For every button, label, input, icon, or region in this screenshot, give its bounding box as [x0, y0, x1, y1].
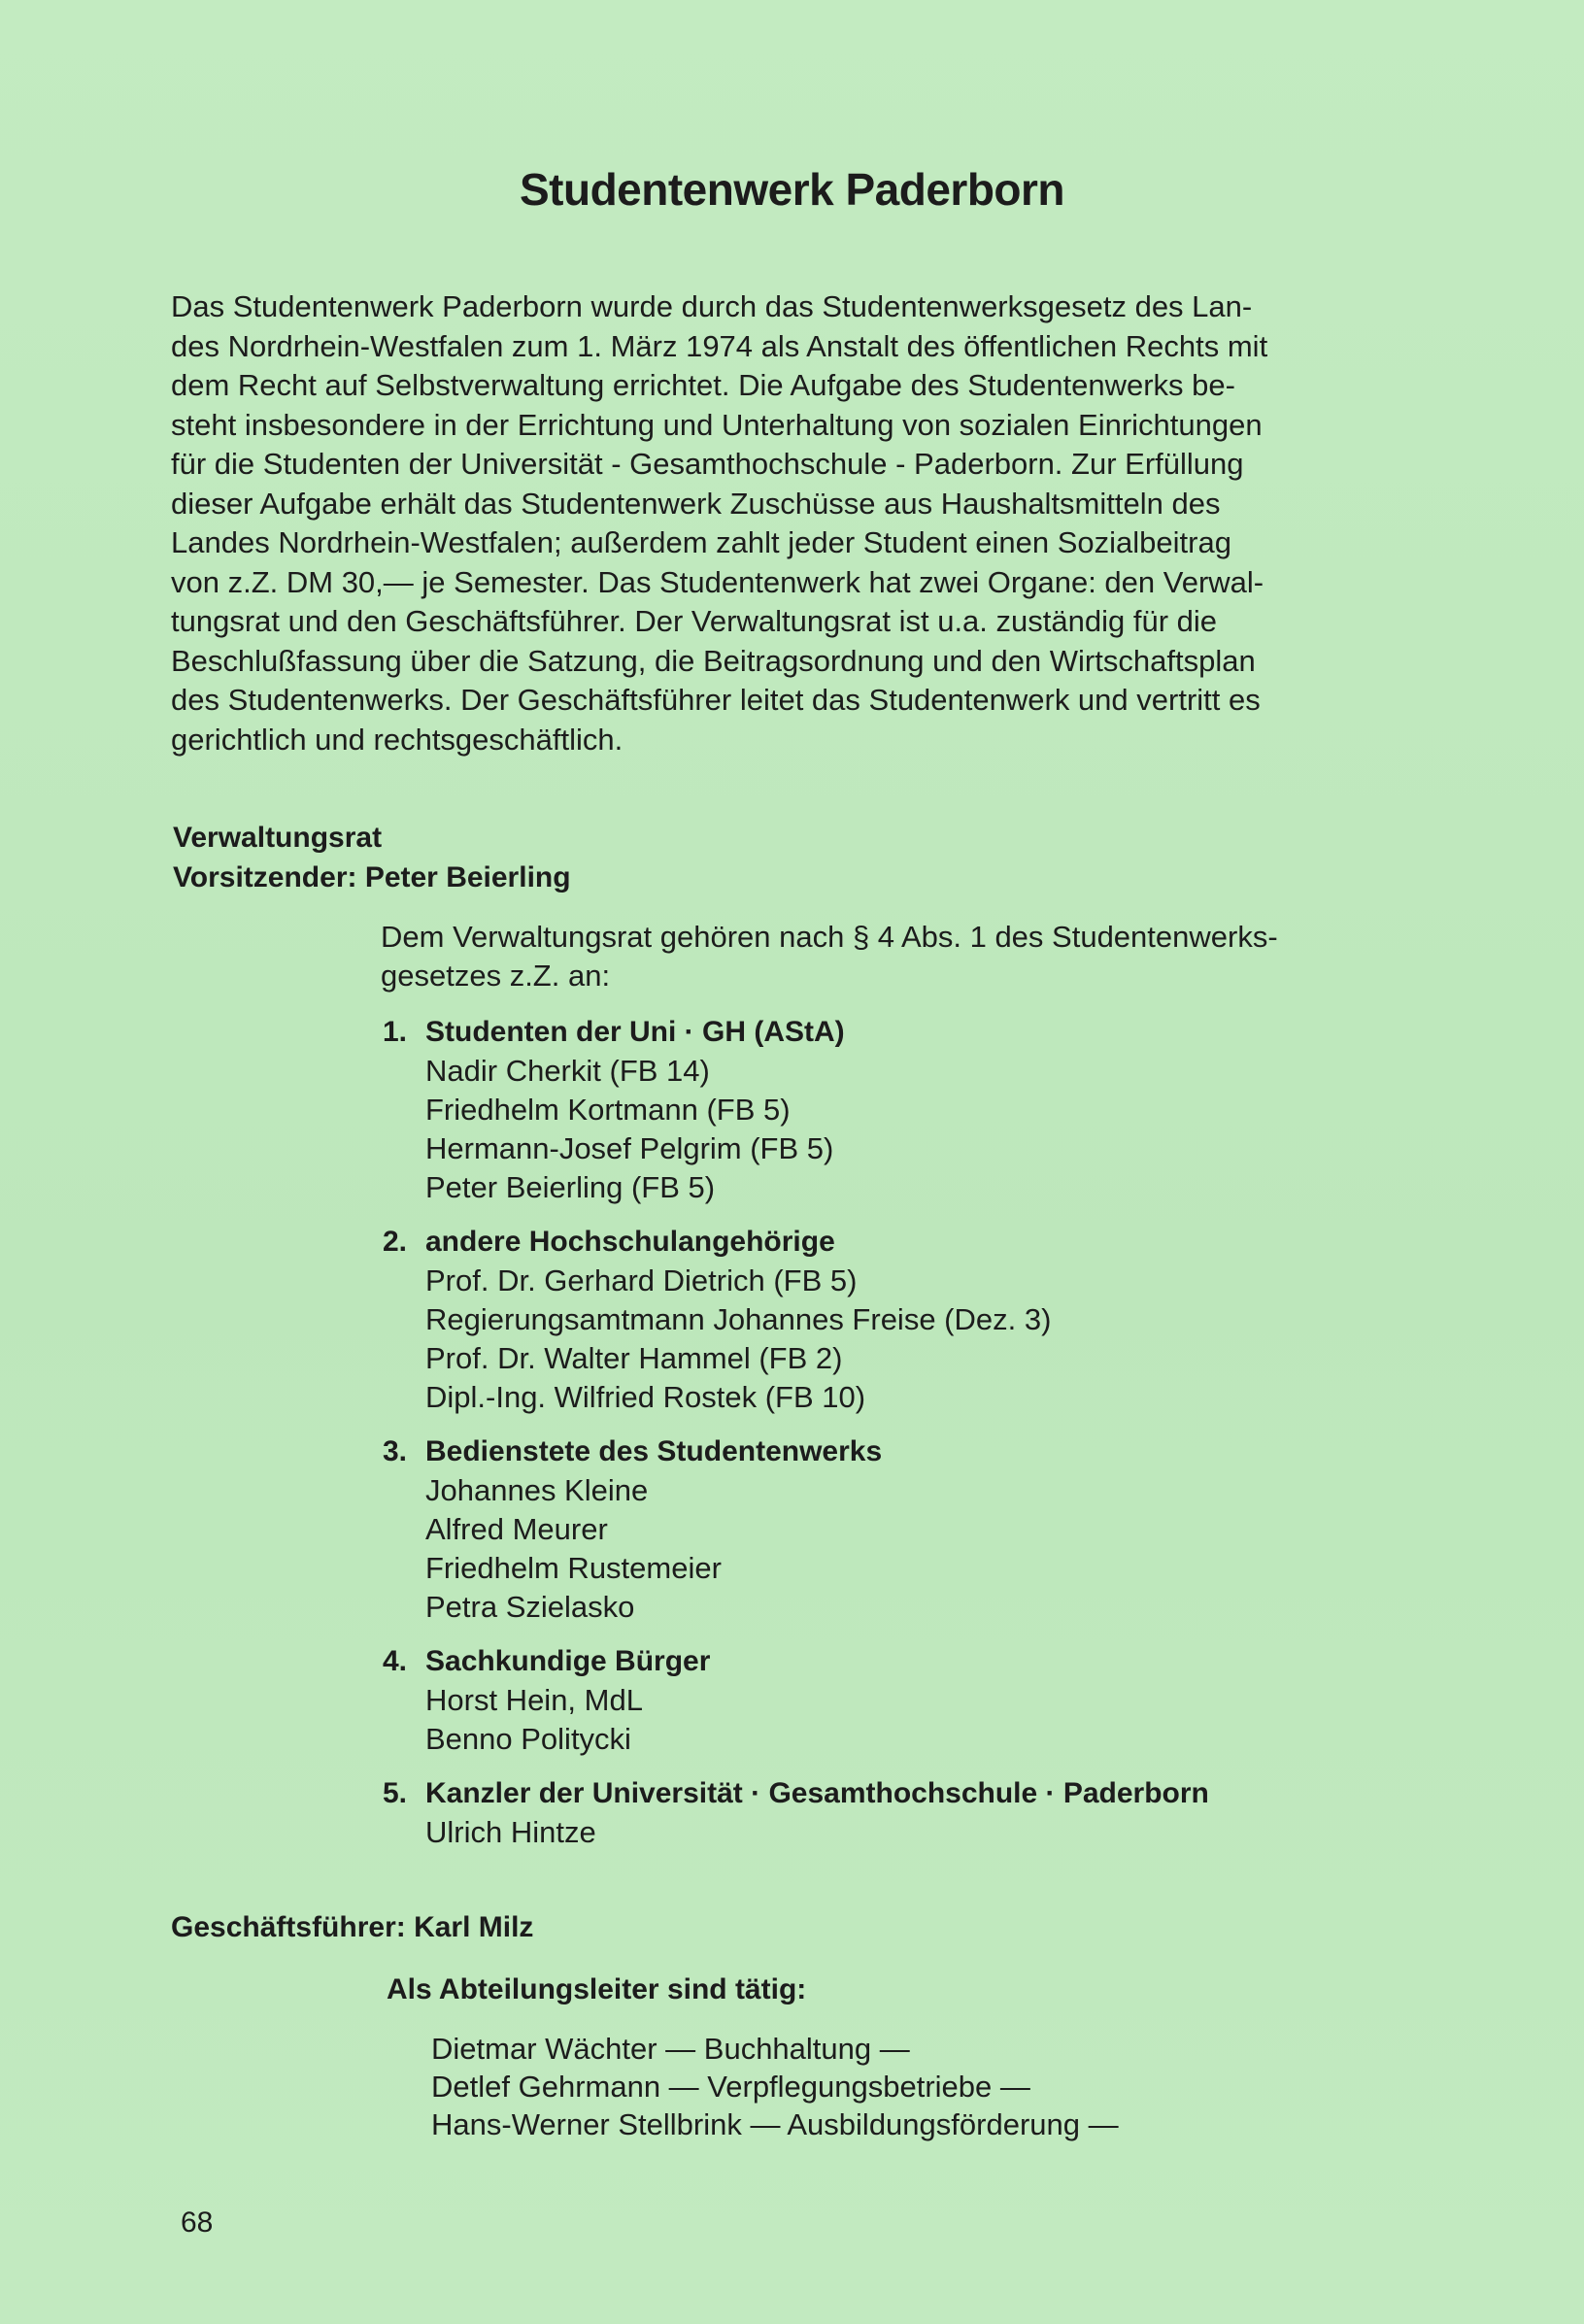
group-member: Friedhelm Rustemeier	[425, 1551, 722, 1585]
group-member: Nadir Cherkit (FB 14)	[425, 1054, 710, 1088]
group-title: Kanzler der Universität · Gesamthochschule · Paderborn	[425, 1777, 1209, 1809]
group-member: Petra Szielasko	[425, 1590, 635, 1624]
group-heading	[383, 1642, 1209, 1681]
council-intro-line: gesetzes z.Z. an:	[381, 959, 611, 993]
group-member: Alfred Meurer	[425, 1512, 608, 1546]
group-member: Friedhelm Kortmann (FB 5)	[425, 1093, 791, 1127]
intro-line: Beschlußfassung über die Satzung, die Beitragsordnung und den Wirtschaftsplan	[171, 643, 1256, 678]
group-member: Dipl.-Ing. Wilfried Rostek (FB 10)	[425, 1380, 866, 1414]
group-title: Sachkundige Bürger	[425, 1645, 711, 1677]
group-member: Benno Politycki	[425, 1722, 631, 1756]
group-number: 2.	[383, 1226, 408, 1258]
council-chair: Vorsitzender: Peter Beierling	[173, 861, 571, 893]
department-item: Dietmar Wächter — Buchhaltung —	[431, 2032, 910, 2066]
intro-line: für die Studenten der Universität - Gesamthochschule - Paderborn. Zur Erfüllung	[171, 447, 1244, 481]
intro-line: steht insbesondere in der Errichtung und Unterhaltung von sozialen Einrichtungen	[171, 407, 1263, 442]
intro-line: gerichtlich und rechtsgeschäftlich.	[171, 722, 623, 757]
group-member: Johannes Kleine	[425, 1473, 649, 1507]
intro-line: dieser Aufgabe erhält das Studentenwerk Zuschüsse aus Haushaltsmitteln des	[171, 486, 1221, 521]
page-title: Studentenwerk Paderborn	[519, 164, 1065, 215]
group-heading	[383, 1223, 1209, 1262]
council-group	[383, 1223, 1209, 1417]
group-member: Hermann-Josef Pelgrim (FB 5)	[425, 1131, 834, 1165]
council-group	[383, 1432, 1209, 1627]
intro-line: Das Studentenwerk Paderborn wurde durch das Studentenwerksgesetz des Lan-	[171, 289, 1253, 323]
group-title: andere Hochschulangehörige	[425, 1226, 835, 1258]
group-member: Prof. Dr. Gerhard Dietrich (FB 5)	[425, 1263, 858, 1297]
manager-line: Geschäftsführer: Karl Milz	[171, 1911, 534, 1943]
departments-heading: Als Abteilungsleiter sind tätig:	[387, 1973, 807, 2005]
intro-paragraph	[171, 287, 1410, 759]
council-group	[383, 1013, 1209, 1207]
group-number: 4.	[383, 1645, 408, 1677]
group-member: Regierungsamtmann Johannes Freise (Dez. 3)	[425, 1302, 1052, 1336]
council-intro	[381, 918, 1410, 995]
group-number: 3.	[383, 1435, 408, 1467]
group-member: Prof. Dr. Walter Hammel (FB 2)	[425, 1341, 843, 1375]
intro-line: des Studentenwerks. Der Geschäftsführer leitet das Studentenwerk und vertritt es	[171, 683, 1261, 717]
council-group	[383, 1642, 1209, 1759]
group-member: Ulrich Hintze	[425, 1815, 596, 1849]
group-heading	[383, 1013, 1209, 1052]
council-heading-block	[173, 818, 571, 897]
departments-list	[431, 2030, 1119, 2143]
department-item: Detlef Gehrmann — Verpflegungsbetriebe —	[431, 2070, 1030, 2104]
group-heading	[383, 1774, 1209, 1813]
group-number: 1.	[383, 1016, 408, 1048]
group-title: Studenten der Uni · GH (AStA)	[425, 1016, 845, 1048]
group-title: Bedienstete des Studentenwerks	[425, 1435, 883, 1467]
intro-line: von z.Z. DM 30,— je Semester. Das Studentenwerk hat zwei Organe: den Verwal-	[171, 564, 1264, 599]
department-item: Hans-Werner Stellbrink — Ausbildungsförderung —	[431, 2107, 1119, 2141]
intro-line: dem Recht auf Selbstverwaltung errichtet. Die Aufgabe des Studentenwerks be-	[171, 368, 1235, 402]
intro-line: tungsrat und den Geschäftsführer. Der Verwaltungsrat ist u.a. zuständig für die	[171, 604, 1217, 638]
page-number: 68	[181, 2206, 214, 2239]
group-heading	[383, 1432, 1209, 1471]
group-member: Horst Hein, MdL	[425, 1683, 643, 1717]
council-group	[383, 1774, 1209, 1852]
council-heading: Verwaltungsrat	[173, 822, 383, 854]
intro-line: des Nordrhein-Westfalen zum 1. März 1974 als Anstalt des öffentlichen Rechts mit	[171, 328, 1268, 363]
intro-line: Landes Nordrhein-Westfalen; außerdem zahlt jeder Student einen Sozialbeitrag	[171, 525, 1231, 559]
group-number: 5.	[383, 1777, 408, 1809]
council-intro-line: Dem Verwaltungsrat gehören nach § 4 Abs. 1 des Studentenwerks-	[381, 920, 1278, 954]
council-groups	[383, 1013, 1209, 1868]
group-member: Peter Beierling (FB 5)	[425, 1170, 716, 1204]
